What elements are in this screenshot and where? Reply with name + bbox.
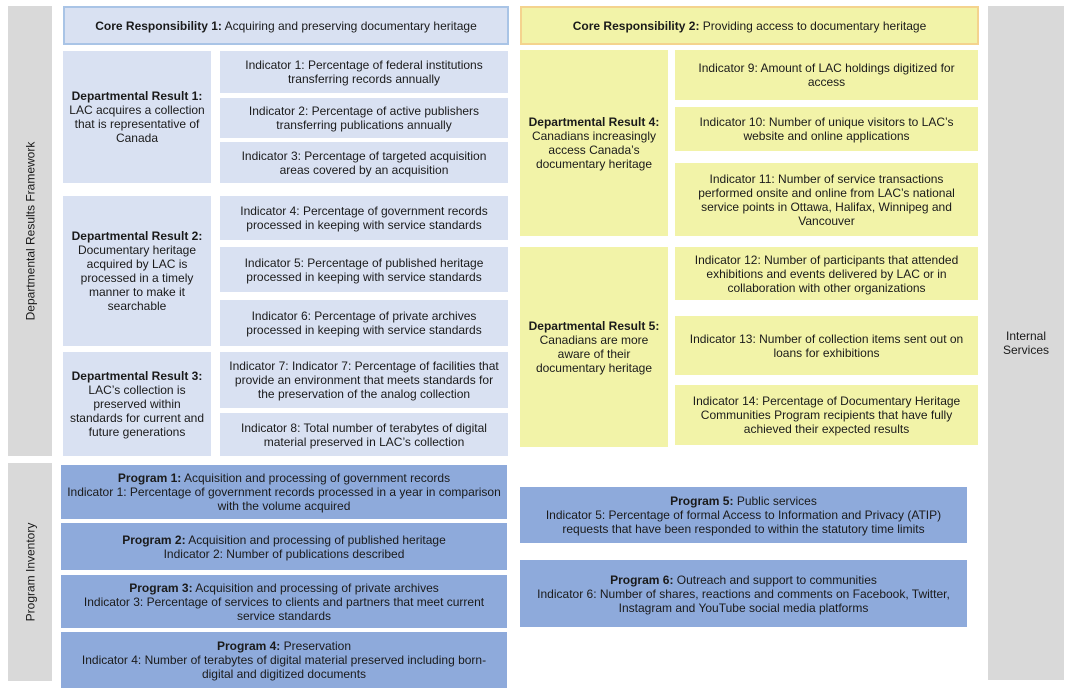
indicator-9 (675, 50, 978, 100)
indicator-9-text: Indicator 9: Amount of LAC holdings digitized for access (698, 61, 955, 89)
program-2-indicator: Indicator 2: Number of publications described (163, 546, 405, 561)
result-3-text: LAC’s collection is preserved within standards for current and future generations (69, 383, 205, 439)
indicator-10 (675, 107, 978, 151)
program-1-label: Program 1: (117, 471, 182, 485)
departmental-result-4 (520, 50, 668, 236)
indicator-11 (675, 163, 978, 236)
program-5 (520, 487, 967, 543)
indicator-3-text: Indicator 3: Percentage of targeted acquisition areas covered by an acquisition (241, 148, 487, 177)
indicator-13-text: Indicator 13: Number of collection items sent out on loans for exhibitions (689, 331, 964, 360)
sidebar-departmental-results-framework (8, 6, 52, 456)
program-1-title: Acquisition and processing of government records (183, 471, 451, 485)
program-4-title: Preservation (283, 639, 352, 653)
program-4 (61, 632, 507, 688)
indicator-8 (220, 413, 508, 456)
program-6-indicator: Indicator 6: Number of shares, reactions and comments on Facebook, Twitter, Instagram and YouTube social media platforms (537, 586, 950, 615)
program-1-indicator: Indicator 1: Percentage of government records processed in a year in comparison with the volume acquired (67, 485, 501, 513)
indicator-11-text: Indicator 11: Number of service transactions performed onsite and online from LAC’s national service points in Ottawa, Halifax, Winnipeg and Vancouver (698, 171, 955, 228)
result-1-text: LAC acquires a collection that is representative of Canada (69, 103, 205, 145)
indicator-6 (220, 300, 508, 346)
core-2-label: Core Responsibility 2: (572, 18, 700, 33)
program-3-title: Acquisition and processing of private archives (195, 580, 439, 595)
program-2-label: Program 2: (122, 532, 186, 547)
program-5-label: Program 5: (670, 494, 734, 508)
indicator-2 (220, 98, 508, 138)
result-1-label: Departmental Result 1: (71, 89, 203, 103)
program-1 (61, 465, 507, 519)
core-responsibility-2 (520, 6, 979, 45)
result-5-text: Canadians are more aware of their documentary heritage (535, 333, 653, 375)
core-responsibility-1 (63, 6, 509, 45)
program-2 (61, 523, 507, 570)
program-6-label: Program 6: (610, 572, 674, 587)
indicator-12-text: Indicator 12: Number of participants that attended exhibitions and events delivered by LAC or in collaboration with other organizations (694, 252, 959, 295)
indicator-1 (220, 51, 508, 93)
indicator-5 (220, 247, 508, 292)
sidebar-program-inventory (8, 463, 52, 681)
result-3-label: Departmental Result 3: (71, 369, 203, 383)
indicator-7 (220, 352, 508, 408)
indicator-1-text: Indicator 1: Percentage of federal institutions transferring records annually (245, 58, 483, 86)
program-5-indicator: Indicator 5: Percentage of formal Access to Information and Privacy (ATIP) requests that have been responded to within the statutory time limits (545, 508, 942, 536)
indicator-13 (675, 316, 978, 375)
departmental-result-1 (63, 51, 211, 183)
program-3-indicator: Indicator 3: Percentage of services to clients and partners that meet current service standards (83, 594, 485, 623)
indicator-6-text: Indicator 6: Percentage of private archives processed in keeping with service standards (246, 309, 482, 337)
indicator-8-text: Indicator 8: Total number of terabytes of digital material preserved in LAC’s collection (241, 420, 487, 449)
indicator-4 (220, 196, 508, 240)
indicator-2-text: Indicator 2: Percentage of active publishers transferring publications annually (248, 104, 480, 132)
result-2-text: Documentary heritage acquired by LAC is processed in a timely manner to make it searchable (77, 243, 197, 313)
program-4-indicator: Indicator 4: Number of terabytes of digital material preserved including born-digital and digitized documents (81, 653, 487, 681)
program-4-label: Program 4: (216, 639, 281, 653)
program-6 (520, 560, 967, 627)
indicator-3 (220, 142, 508, 183)
sidebar-drf-label: Departmental Results Framework (23, 141, 38, 321)
indicator-4-text: Indicator 4: Percentage of government records processed in keeping with service standards (240, 204, 488, 232)
indicator-14-text: Indicator 14: Percentage of Documentary Heritage Communities Program recipients that have fully achieved their expected results (692, 394, 961, 436)
core-1-label: Core Responsibility 1: (95, 18, 222, 33)
core-1-text: Acquiring and preserving documentary heritage (224, 18, 477, 33)
departmental-result-3 (63, 352, 211, 456)
internal-services-label: Internal Services (1002, 329, 1049, 357)
result-5-label: Departmental Result 5: (528, 319, 660, 333)
program-3 (61, 575, 507, 628)
program-5-title: Public services (736, 494, 817, 508)
indicator-5-text: Indicator 5: Percentage of published heritage processed in keeping with service standards (244, 255, 484, 284)
departmental-result-2 (63, 196, 211, 346)
sidebar-pi-label: Program Inventory (23, 522, 37, 622)
internal-services-column (988, 6, 1064, 680)
program-6-title: Outreach and support to communities (676, 572, 877, 587)
result-4-label: Departmental Result 4: (528, 115, 660, 129)
indicator-7-text: Indicator 7: Indicator 7: Percentage of facilities that provide an environment that meets standards for the preservation of the analog collection (229, 359, 499, 401)
indicator-10-text: Indicator 10: Number of unique visitors to LAC’s website and online applications (699, 115, 954, 143)
core-2-text: Providing access to documentary heritage (702, 18, 927, 33)
indicator-12 (675, 247, 978, 300)
result-2-label: Departmental Result 2: (71, 229, 203, 243)
departmental-result-5 (520, 247, 668, 447)
program-2-title: Acquisition and processing of published heritage (188, 532, 446, 547)
program-3-label: Program 3: (129, 580, 193, 595)
indicator-14 (675, 385, 978, 445)
result-4-text: Canadians increasingly access Canada’s documentary heritage (531, 129, 657, 171)
